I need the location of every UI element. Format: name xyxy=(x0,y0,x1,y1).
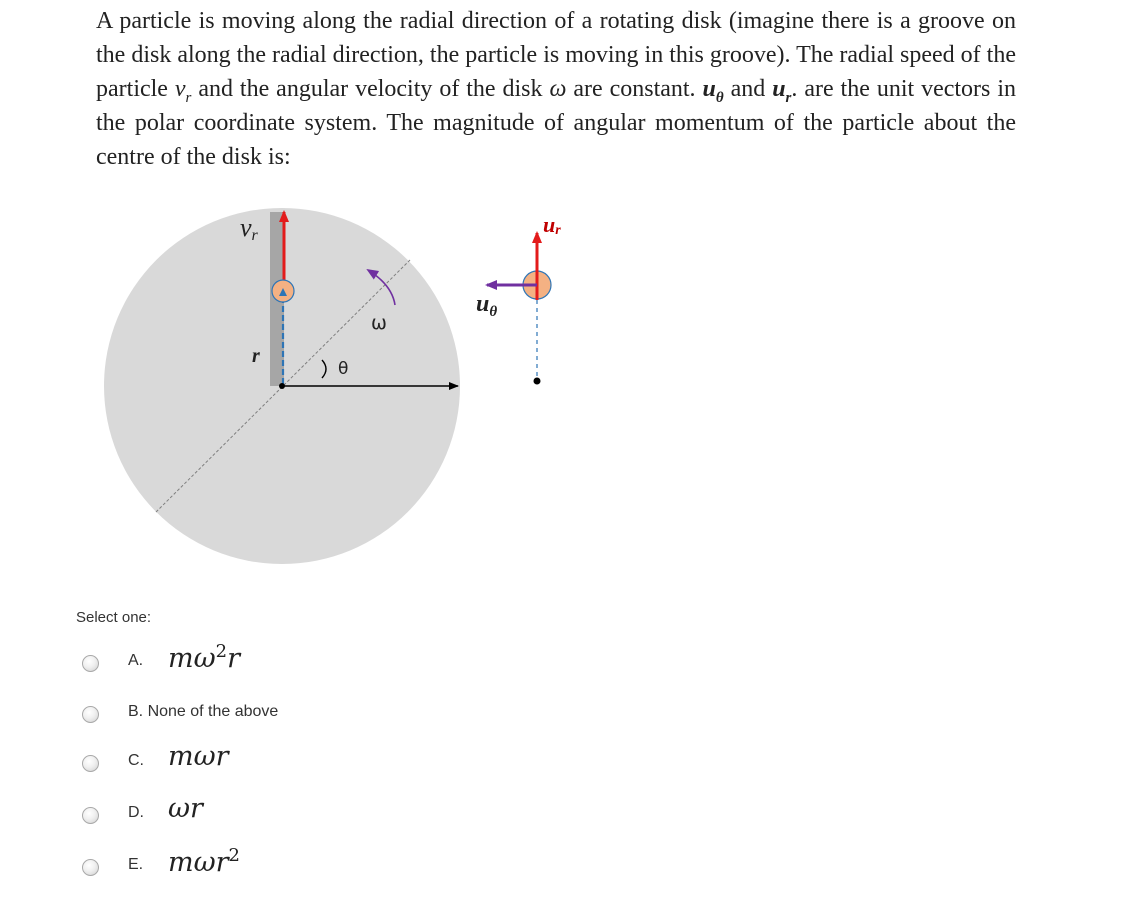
option-c[interactable] xyxy=(82,741,682,785)
omega-label: ω xyxy=(371,312,387,334)
ur-label: ur xyxy=(543,212,561,238)
vr-subscript: r xyxy=(185,89,192,106)
ur-subscript: r xyxy=(785,89,792,106)
utheta-subscript: θ xyxy=(715,89,724,106)
utheta-symbol: u xyxy=(702,76,716,102)
radio-button-a[interactable] xyxy=(82,655,99,672)
option-label: B. None of the above xyxy=(128,703,279,720)
omega-symbol: ω xyxy=(549,76,567,102)
question-part: and xyxy=(723,76,773,102)
center-point xyxy=(279,383,285,389)
select-one-label: Select one: xyxy=(76,609,152,626)
radio-button-c[interactable] xyxy=(82,755,99,772)
theta-label: θ xyxy=(338,359,349,379)
option-formula: mωr$^2$ xyxy=(168,845,240,878)
utheta-label: $u_\theta$ xyxy=(476,291,498,320)
question-part: and the angular velocity of the disk xyxy=(191,76,550,102)
option-letter: C. xyxy=(128,752,144,769)
vr-label: vr xyxy=(240,213,258,244)
origin-point xyxy=(534,378,541,385)
option-d[interactable] xyxy=(82,793,682,837)
option-formula: ωr xyxy=(168,793,203,824)
option-letter: E. xyxy=(128,856,144,873)
question-part: A particle is moving along the radial direction of a rotating disk (imagine there is a groove on the disk along the radial direction, the particle is moving in this groove). The radial speed of the particle xyxy=(96,8,1016,102)
option-formula: mωr xyxy=(168,741,229,772)
question-part: . are the unit vectors in the polar coordinate system. The magnitude of angular momentum of the particle about the centre of the disk is: xyxy=(96,76,1016,170)
option-letter: A. xyxy=(128,652,144,669)
option-letter: D. xyxy=(128,804,144,821)
option-e[interactable] xyxy=(82,845,682,889)
vr-symbol: v xyxy=(174,76,186,102)
r-label: r xyxy=(252,345,260,367)
option-a[interactable] xyxy=(82,641,682,685)
question-part: are constant. xyxy=(566,76,703,102)
radio-button-d[interactable] xyxy=(82,807,99,824)
option-b[interactable] xyxy=(82,703,682,736)
radio-button-b[interactable] xyxy=(82,706,99,723)
radio-button-e[interactable] xyxy=(82,859,99,876)
option-formula: $m\omega^2r$ xyxy=(168,641,240,674)
ur-symbol: u xyxy=(772,76,786,102)
